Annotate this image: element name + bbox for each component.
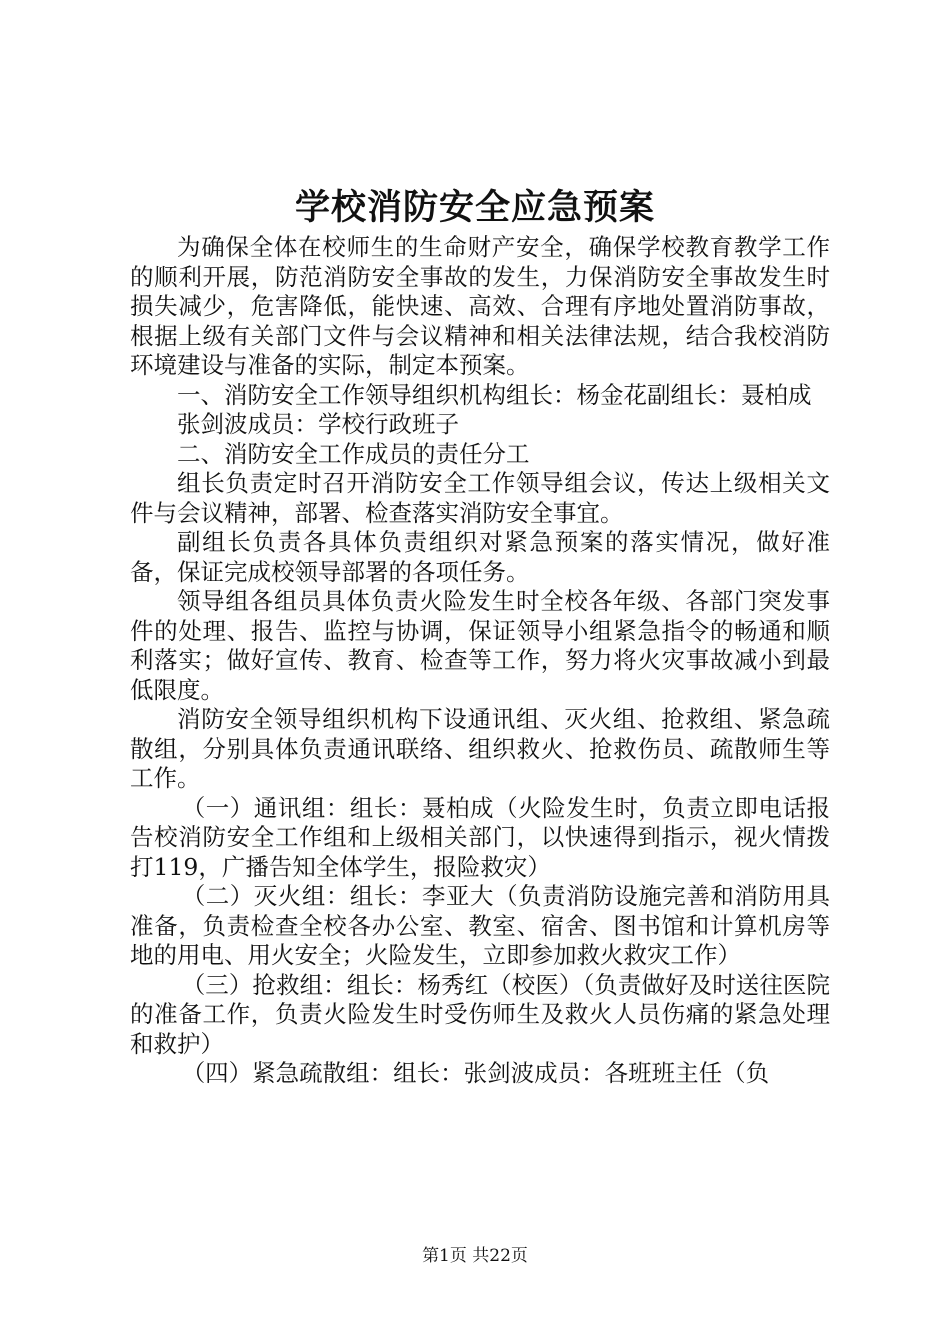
paragraph-members: 张剑波成员：学校行政班子 [177,410,459,438]
document-body [130,233,830,1089]
paragraph-communication-group: （一）通讯组：组长：聂柏成（火险发生时，负责立即电话报告校消防安全工作组和上级相关部门，以快速得到指示，视火情拨打119，广播告知全体学生，报险救灾） [130,793,830,881]
page-footer: 第1页 共22页 [422,1246,528,1266]
paragraph-rescue-group: （三）抢救组：组长：杨秀红（校医）（负责做好及时送往医院的准备工作，负责火险发生时受伤师生及救火人员伤痛的紧急处理和救护） [130,970,830,1058]
document-title: 学校消防安全应急预案 [294,187,655,228]
paragraph-section-1: 一、消防安全工作领导组织机构组长：杨金花副组长：聂柏成 [177,380,812,409]
paragraph-section-2: 二、消防安全工作成员的责任分工 [177,439,530,468]
paragraph-deputy-duty: 副组长负责各具体负责组织对紧急预案的落实情况，做好准备，保证完成校领导部署的各项任务。 [130,528,830,586]
paragraph-firefighting-group: （二）灭火组：组长：李亚大（负责消防设施完善和消防用具准备，负责检查全校各办公室、教室、宿舍、图书馆和计算机房等地的用电、用火安全；火险发生，立即参加救火救灾工作） [130,882,830,969]
paragraph-subgroups: 消防安全领导组织机构下设通讯组、灭火组、抢救组、紧急疏散组，分别具体负责通讯联络、组织救火、抢救伤员、疏散师生等工作。 [130,705,830,792]
paragraph-leader-duty: 组长负责定时召开消防安全工作领导组会议，传达上级相关文件与会议精神，部署、检查落实消防安全事宜。 [130,469,830,527]
paragraph-evacuation-group: （四）紧急疏散组：组长：张剑波成员：各班班主任（负 [181,1059,770,1087]
paragraph-intro: 为确保全体在校师生的生命财产安全，确保学校教育教学工作的顺利开展，防范消防安全事故的发生，力保消防安全事故发生时损失减少，危害降低，能快速、高效、合理有序地处置消防事故，根据上级有关部门文件与会议精神和相关法律法规，结合我校消防环境建设与准备的实际，制定本预案。 [130,233,830,379]
paragraph-member-duty: 领导组各组员具体负责火险发生时全校各年级、各部门突发事件的处理、报告、监控与协调，保证领导小组紧急指令的畅通和顺利落实；做好宣传、教育、检查等工作，努力将火灾事故减小到最低限度。 [130,587,830,704]
